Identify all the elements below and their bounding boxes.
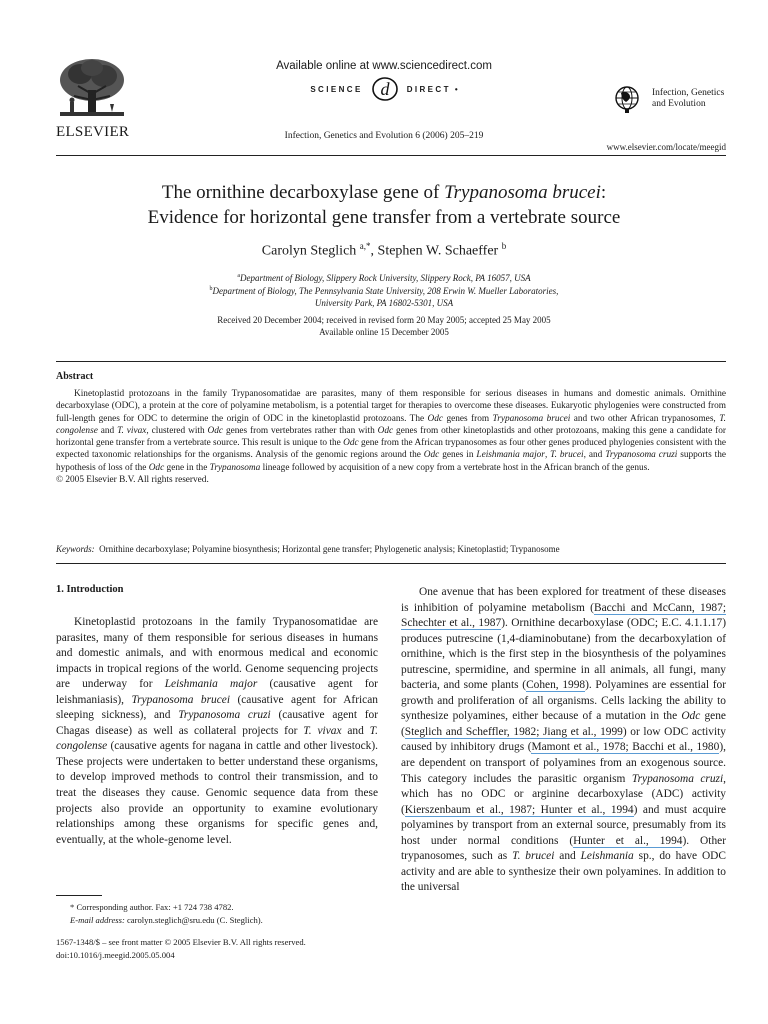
author-name: Carolyn Steglich bbox=[261, 243, 357, 259]
body-column-right: One avenue that has been explored for treatment of these diseases is inhibition of polyamine metabolism (Bacchi and McCann, 1987; Schechter et al., 1987). Ornithine decarboxylase (ODC; E.C. 4.1.1.17) produces putrescine (1,4-diaminobutane) from the decarboxylation of ornithine, which is the first step in the biosynthesis of the polyamines putrescine, spermidine, and spermine in all animals, all fungi, many bacteria, and some plants (Cohen, 1998). Polyamines are essential for growth and proliferation of all organisms. Cells lacking the ability to synthesize polyamines, either because of a mutation in the Odc gene (Steglich and Scheffler, 1982; Jiang et al., 1999) or low ODC activity caused by inhibitory drugs (Mamont et al., 1978; Bacchi et al., 1980), are dependent on transport of polyamines from an exogenous source. This category includes the parasitic organism Trypanosoma cruzi, which has no ODC or arginine decarboxylase (ADC) activity (Kierszenbaum et al., 1987; Hunter et al., 1994) and must acquire polyamines by transport from an external source, presumably from its host under normal conditions (Hunter et al., 1994). Other trypanosomes, such as T. brucei and Leishmania sp., do have ODC activity and are able to synthesize their own polyamines. In addition to the universal bbox=[401, 586, 727, 894]
section-heading-introduction: 1. Introduction bbox=[56, 584, 124, 595]
journal-url-link[interactable]: www.elsevier.com/locate/meegid bbox=[606, 142, 726, 152]
header-divider bbox=[56, 155, 726, 156]
citation-link[interactable]: Bacchi and McCann, 1987; Schechter et al., 1987 bbox=[401, 601, 726, 630]
citation-link[interactable]: Steglich and Scheffler, 1982; Jiang et al., 1999 bbox=[404, 725, 623, 738]
author-list: Carolyn Steglich $^{a,*}$, Stephen W. Schaeffer $^b$ bbox=[261, 241, 507, 259]
citation-link[interactable]: Mamont et al., 1978; Bacchi et al., 1980 bbox=[531, 741, 720, 754]
publisher-name: ELSEVIER bbox=[56, 124, 130, 140]
journal-name-line1: Infection, Genetics bbox=[652, 88, 725, 98]
citation-link[interactable]: Kierszenbaum et al., 1987; Hunter et al., 1994 bbox=[404, 803, 634, 816]
article-dates: Received 20 December 2004; received in revised form 20 May 2005; accepted 25 May 2005 Available online 15 December 2005 bbox=[217, 315, 551, 337]
corresponding-author-footnote bbox=[56, 901, 378, 926]
abstract-copyright: © 2005 Elsevier B.V. All rights reserved. bbox=[56, 475, 209, 486]
author-affiliation-marker[interactable]: b bbox=[501, 241, 507, 251]
article-identifiers bbox=[56, 936, 386, 961]
email-label: E-mail address: bbox=[70, 914, 125, 925]
journal-name-line2: and Evolution bbox=[652, 99, 706, 109]
affiliation-a: $^a$Department of Biology, Slippery Rock University, Slippery Rock, PA 16057, USA bbox=[237, 273, 531, 283]
keywords bbox=[56, 544, 726, 554]
author-name: Stephen W. Schaeffer bbox=[377, 243, 499, 259]
corresponding-author-note: * Corresponding author. Fax: +1 724 738 4782. bbox=[70, 902, 234, 912]
globe-icon bbox=[612, 84, 642, 114]
keywords-text: Ornithine decarboxylase; Polyamine biosynthesis; Horizontal gene transfer; Phylogenetic analysis; Kinetoplastid; Trypanosome bbox=[99, 544, 560, 554]
sciencedirect-left-word: SCIENCE bbox=[310, 84, 363, 94]
sciencedirect-right-word: DIRECT bbox=[406, 84, 451, 94]
citation-link[interactable]: Hunter et al., 1994 bbox=[573, 834, 683, 847]
citation-link[interactable]: Cohen, 1998 bbox=[526, 679, 586, 692]
email-link[interactable]: carolyn.steglich@sru.edu (C. Steglich). bbox=[124, 914, 263, 925]
svg-text:d: d bbox=[380, 79, 390, 99]
doi-link[interactable]: doi:10.1016/j.meegid.2005.05.004 bbox=[56, 949, 175, 960]
sciencedirect-mark: • bbox=[454, 84, 458, 94]
abstract-top-divider bbox=[56, 361, 726, 362]
journal-badge bbox=[612, 84, 724, 114]
journal-citation: Infection, Genetics and Evolution 6 (2006) 205–219 bbox=[284, 131, 484, 141]
issn-copyright-line: 1567-1348/$ – see front matter © 2005 Elsevier B.V. All rights reserved. bbox=[56, 937, 306, 947]
body-column-left: Kinetoplastid protozoans in the family Trypanosomatidae are parasites, many of them responsible for serious diseases in humans and domestic animals, and with enormous medical and economic impacts in tropical regions of the world. Genome sequencing projects are underway for Leishmania major (causative agent for leishmaniasis), Trypanosoma brucei (causative agent for African sleeping sickness), and Trypanosoma cruzi (causative agent for Chagas disease) as well as collateral projects for T. vivax and T. congolense (causative agents for nagana in cattle and other livestock). These projects were undertaken to better understand these organisms, to develop improved methods to control their transmission, and to treat the diseases they cause. Genomic sequence data from these projects also provide an opportunity to examine evolutionary relationships among these organisms for specific genes and, eventually, at the whole-genome level. bbox=[56, 616, 378, 846]
sciencedirect-d-icon bbox=[371, 76, 399, 102]
abstract-body: Kinetoplastid protozoans in the family Trypanosomatidae are parasites, many of them responsible for serious diseases in humans and domestic animals. Ornithine decarboxylase (ODC), a protein at the core of polyamine metabolism, is a potential target for therapies to overcome these diseases. Eukaryotic phylogenies were constructed from full-length genes for ODC to determine the origin of ODC in the kinetoplastid protozoans. The Odc genes from Trypanosoma brucei and two other African trypanosomes, T. congolense and T. vivax, clustered with Odc genes from vertebrates rather than with Odc genes from other kinetoplastids and other protozoans, making this gene a candidate for horizontal gene transfer from a vertebrate source. This result is unique to the Odc gene from the African trypanosomes as four other genes produced phylogenies consistent with the expected taxonomic relationships for the organisms. Analysis of the genomic regions around the Odc genes in Leishmania major, T. brucei, and Trypanosoma cruzi supports the hypothesis of loss of the Odc gene in the Trypanosoma lineage followed by acquisition of a new copy from a vertebrate host in the African branch of the genus. © 2005 Elsevier B.V. All rights reserved. bbox=[56, 389, 727, 486]
abstract-heading: Abstract bbox=[56, 371, 94, 382]
author-affiliation-marker[interactable]: a,* bbox=[359, 241, 371, 251]
keywords-label: Keywords: bbox=[56, 544, 95, 554]
affiliation-b: $^b$Department of Biology, The Pennsylvania State University, 208 Erwin W. Mueller Laboratories, University Park, PA 16802-5301, USA bbox=[209, 286, 559, 308]
footnote-divider bbox=[56, 895, 102, 896]
keywords-divider bbox=[56, 563, 726, 564]
article-title: The ornithine decarboxylase gene of Trypanosoma brucei: Evidence for horizontal gene transfer from a vertebrate source bbox=[147, 182, 621, 228]
available-online-text: Available online at www.sciencedirect.com bbox=[276, 60, 492, 72]
